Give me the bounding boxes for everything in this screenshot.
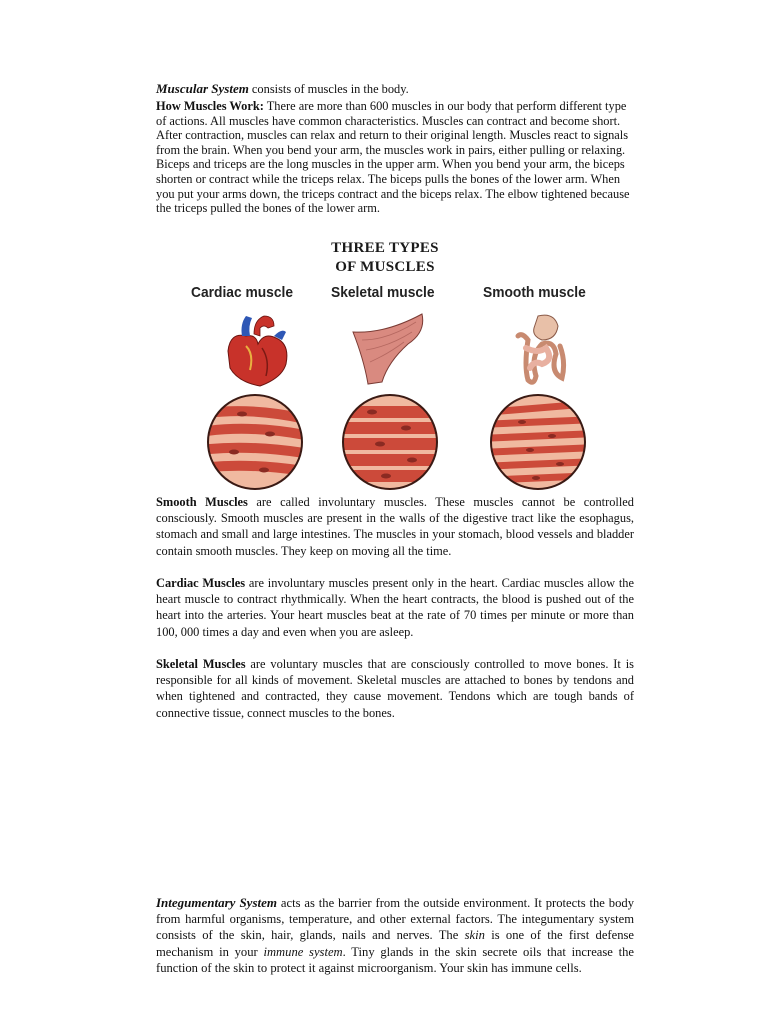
skeletal-muscles-text: are voluntary muscles that are consciously controlled to move bones. It is responsible for all kinds of movement. Skeletal muscles are attached to bones by tendons and when tightened and contracted, they cause movement. Tendons which are tough bands of connective tissue, connect muscles to the bones. xyxy=(156,657,635,720)
muscular-title-rest: consists of muscles in the body. xyxy=(248,82,409,96)
three-types-figure xyxy=(150,236,620,496)
smooth-tissue-circle xyxy=(490,395,586,489)
integumentary-text2: is one of the first defense mechanism in your xyxy=(156,928,634,959)
figure-illustrations xyxy=(150,236,620,496)
integumentary-title: Integumentary System xyxy=(156,895,278,910)
cardiac-muscles-paragraph xyxy=(156,575,634,640)
skeletal-muscle-illustration xyxy=(353,314,423,384)
integumentary-text1: acts as the barrier from the outside environment. It protects the body from harmful organisms, temperature, and other external factors. The integumentary system consists of the skin, hair, glands, nails and nerves. The xyxy=(156,896,634,943)
figure-title-line1: THREE TYPES xyxy=(331,240,439,256)
label-cardiac-muscle: Cardiac muscle xyxy=(191,284,294,301)
muscular-title: Muscular System xyxy=(156,81,249,96)
label-smooth-muscle: Smooth muscle xyxy=(483,284,586,301)
integumentary-text3: . Tiny glands in the skin secrete oils that increase the function of the skin to protect it against microorganism. Your skin has immune cells. xyxy=(156,944,634,975)
smooth-muscles-paragraph xyxy=(156,494,634,559)
label-skeletal-muscle: Skeletal muscle xyxy=(331,284,435,301)
how-muscles-work-paragraph xyxy=(156,99,632,216)
immune-system-term: immune system xyxy=(263,944,343,959)
integumentary-paragraph xyxy=(156,895,634,976)
smooth-muscles-text: are called involuntary muscles. These muscles cannot be controlled consciously. Smooth muscles are present in the walls of the digestive tract like the esophagus, stomach and small and large intestines. The muscles in your stomach, blood vessels and bladder contain smooth muscles. They keep on moving all the time. xyxy=(156,495,634,558)
skeletal-muscles-label: Skeletal Muscles xyxy=(156,657,246,671)
skeletal-muscles-paragraph xyxy=(156,656,634,721)
how-muscles-work-label: How Muscles Work: xyxy=(156,99,264,113)
cardiac-muscles-label: Cardiac Muscles xyxy=(156,576,246,590)
figure-title-line2: OF MUSCLES xyxy=(335,259,435,275)
how-muscles-work-text: There are more than 600 muscles in our body that perform different type of actions. All muscles have common characteristics. Muscles can contract and become short. After contraction, muscles can relax and return to their original length. Muscles react to signals from the brain. When you bend your arm, the muscles work in pairs, either pulling or relaxing. Biceps and triceps are the long muscles in the upper arm. When you bend your arm, the biceps shorten or contract while the triceps relax. The biceps pulls the bones of the lower arm. When you put your arms down, the triceps contract and the biceps relax. The elbow tightened because the triceps pulled the bones of the lower arm. xyxy=(156,99,630,216)
cardiac-muscles-text: are involuntary muscles present only in the heart. Cardiac muscles allow the heart muscle to contract rhythmically. When the heart contracts, the blood is pushed out of the heart into the arteries. Your heart muscles beat at the rate of 70 times per minute or more than 100, 000 times a day and even when you are asleep. xyxy=(156,576,634,639)
digestive-tract-illustration xyxy=(518,315,564,382)
skin-term: skin xyxy=(464,928,485,943)
smooth-muscles-label: Smooth Muscles xyxy=(156,495,248,509)
skeletal-tissue-circle xyxy=(340,395,440,489)
muscular-intro xyxy=(156,82,636,97)
cardiac-tissue-circle xyxy=(200,395,310,489)
heart-illustration xyxy=(228,316,287,386)
